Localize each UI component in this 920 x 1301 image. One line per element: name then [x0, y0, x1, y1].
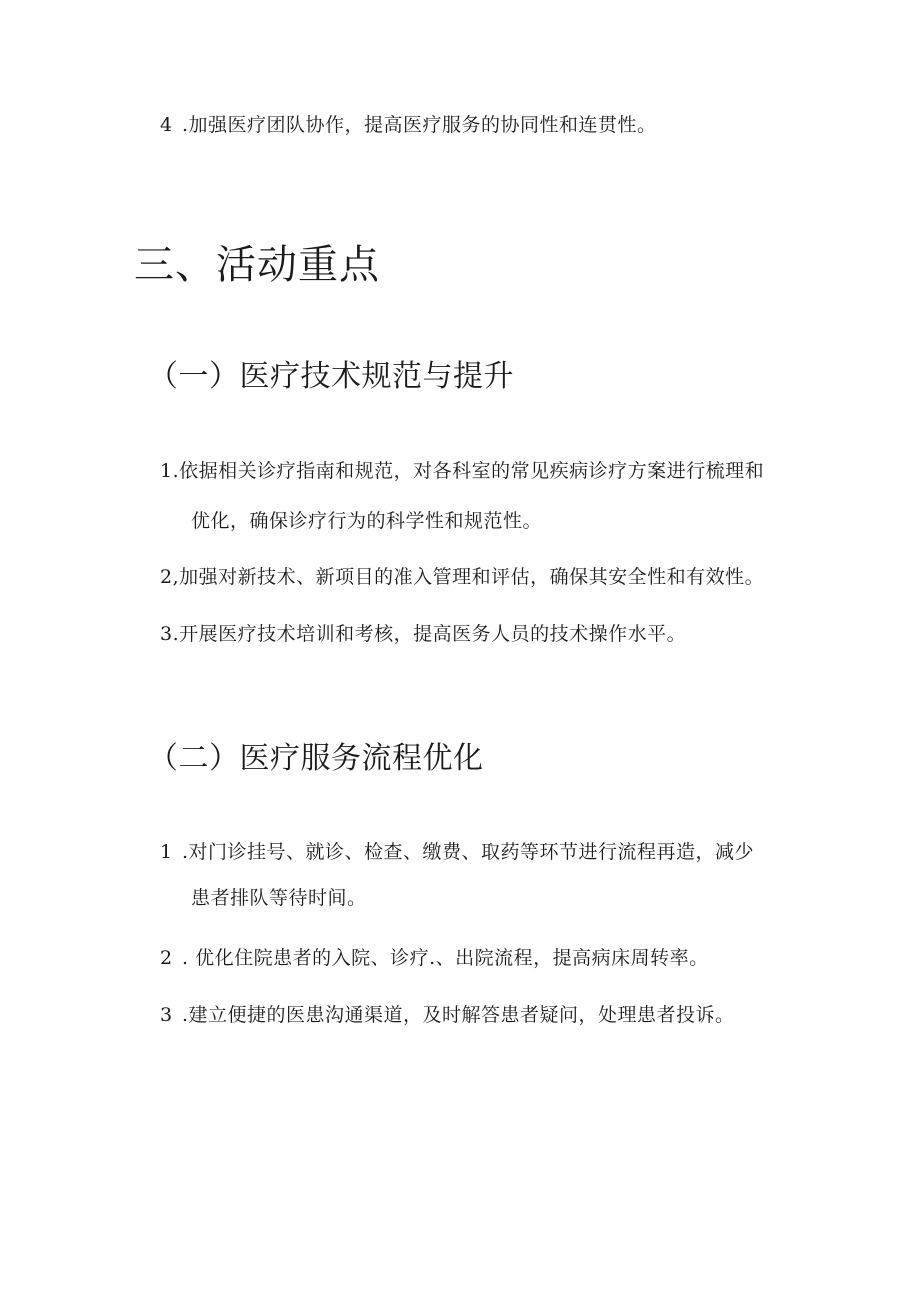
- list-number: 3.: [160, 623, 180, 645]
- list-number: 1: [160, 841, 173, 863]
- list-number: 2,: [160, 566, 180, 588]
- list-number: 3: [160, 1004, 173, 1026]
- list-item-tech-1: [160, 456, 764, 483]
- list-item-tech-1-continuation: 优化，确保诊疗行为的科学性和规范性。: [191, 510, 543, 532]
- list-item-intro-4: [160, 110, 657, 137]
- list-item-text: .建立便捷的医患沟通渠道，及时解答患者疑问，处理患者投诉。: [182, 1004, 735, 1026]
- list-item-text: 依据相关诊疗指南和规范，对各科室的常见疾病诊疗方案进行梳理和: [179, 460, 765, 482]
- list-item-process-1-continuation: 患者排队等待时间。: [191, 887, 367, 909]
- list-item-text: . 优化住院患者的入院、诊疗.、出院流程，提高病床周转率。: [182, 947, 709, 969]
- list-number: 1.: [160, 460, 180, 482]
- list-item-text: 开展医疗技术培训和考核，提高医务人员的技术操作水平。: [179, 623, 687, 645]
- list-item-process-1: [160, 837, 754, 864]
- subsection-heading-tech-standards: （一）医疗技术规范与提升: [148, 359, 514, 394]
- list-item-text: .加强医疗团队协作，提高医疗服务的协同性和连贯性。: [182, 114, 657, 136]
- list-number: 2: [160, 947, 173, 969]
- list-item-text: 加强对新技术、新项目的准入管理和评估，确保其安全性和有效性。: [179, 566, 765, 588]
- list-item-tech-2: [160, 562, 764, 589]
- list-item-tech-3: [160, 619, 686, 646]
- list-item-process-2: [160, 943, 709, 970]
- list-number: 4: [160, 114, 173, 136]
- list-item-process-3: [160, 1000, 735, 1027]
- section-heading-activity-focus: 三、活动重点: [134, 242, 380, 288]
- subsection-heading-service-process: （二）医疗服务流程优化: [148, 741, 484, 776]
- list-item-text: .对门诊挂号、就诊、检查、缴费、取药等环节进行流程再造，减少: [182, 841, 755, 863]
